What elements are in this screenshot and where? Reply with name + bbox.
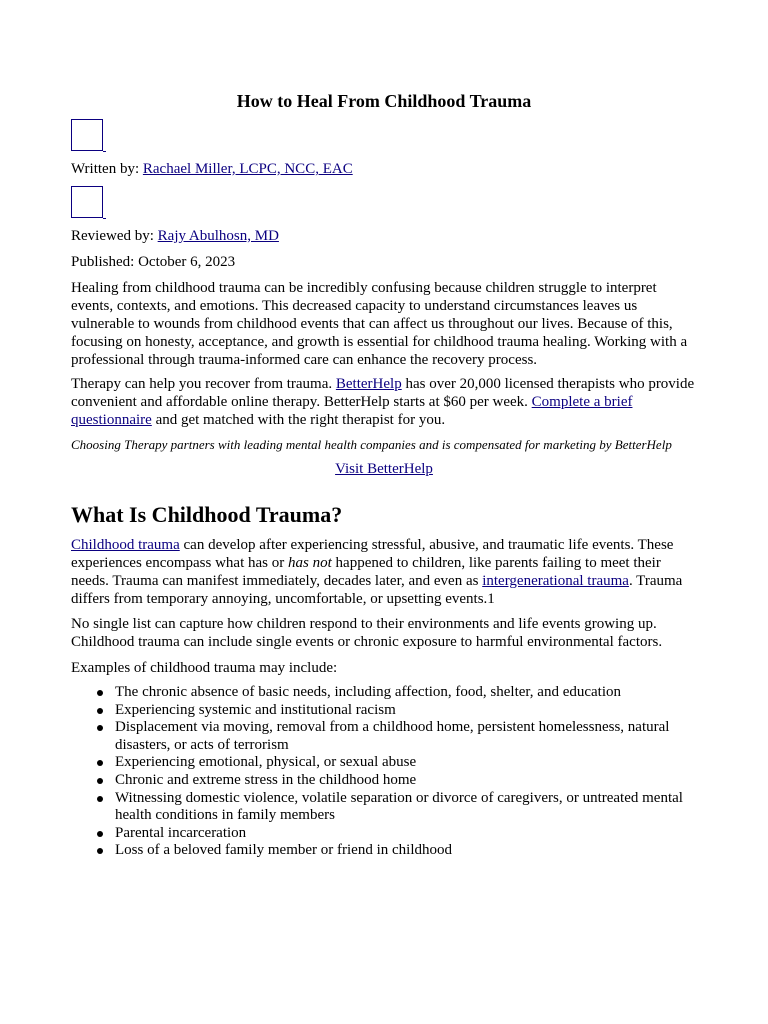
section-paragraph-3: Examples of childhood trauma may include:: [71, 660, 338, 676]
promo-text: and get matched with the right therapist for you.: [151, 412, 446, 428]
visit-betterhelp-link[interactable]: Visit BetterHelp: [335, 461, 433, 477]
paragraph-text: happened to children, like parents failing to meet their needs. Trauma can manifest immediately, decades later, and even as: [71, 555, 661, 589]
avatar-link-underline: [103, 218, 106, 219]
section-paragraph-2: No single list can capture how children respond to their environments and life events growing up. Childhood trauma can include single events or chronic exposure to harmful environmental factors.: [71, 616, 663, 650]
list-item: The chronic absence of basic needs, including affection, food, shelter, and education: [115, 684, 701, 702]
intergenerational-trauma-link[interactable]: intergenerational trauma: [482, 573, 629, 589]
avatar-link-underline: [103, 151, 106, 152]
author-line: [71, 160, 353, 178]
betterhelp-link[interactable]: BetterHelp: [335, 376, 402, 392]
author-link[interactable]: Rachael Miller, LCPC, NCC, EAC: [142, 161, 353, 177]
trauma-examples-list: [71, 684, 701, 860]
promo-paragraph: [71, 375, 701, 429]
promo-text: Therapy can help you recover from trauma.: [71, 376, 336, 392]
childhood-trauma-link[interactable]: Childhood trauma: [71, 537, 180, 553]
paragraph-text: . Trauma differs from temporary annoying, uncomfortable, or upsetting events.1: [71, 573, 683, 607]
reviewed-by-label: Reviewed by:: [71, 228, 154, 244]
page-title: How to Heal From Childhood Trauma: [236, 91, 532, 111]
section-paragraph-1: [71, 536, 701, 608]
list-item: Experiencing systemic and institutional racism: [115, 702, 701, 720]
written-by-label: Written by:: [71, 161, 140, 177]
author-avatar[interactable]: [71, 119, 103, 151]
section-heading: What Is Childhood Trauma?: [71, 502, 343, 527]
list-item: Experiencing emotional, physical, or sexual abuse: [115, 754, 701, 772]
promo-text: has over 20,000 licensed therapists who provide convenient and affordable online therapy. BetterHelp starts at $60 per week.: [71, 376, 695, 410]
reviewer-avatar[interactable]: [71, 186, 103, 218]
reviewer-link[interactable]: Rajy Abulhosn, MD: [157, 228, 279, 244]
emphasis-text: has not: [288, 555, 332, 571]
list-item: Chronic and extreme stress in the childhood home: [115, 772, 701, 790]
list-item: Witnessing domestic violence, volatile separation or divorce of caregivers, or untreated mental health conditions in family members: [115, 790, 701, 825]
paragraph-text: can develop after experiencing stressful, abusive, and traumatic life events. These experiences encompass what has or: [71, 537, 674, 571]
visit-betterhelp-wrapper: [0, 460, 768, 478]
list-item: Parental incarceration: [115, 825, 701, 843]
partner-disclaimer: Choosing Therapy partners with leading mental health companies and is compensated for marketing by BetterHelp: [71, 437, 672, 452]
questionnaire-link[interactable]: Complete a brief questionnaire: [71, 394, 633, 428]
reviewer-line: [71, 227, 279, 245]
intro-paragraph: Healing from childhood trauma can be incredibly confusing because children struggle to interpret events, contexts, and emotions. This decreased capacity to understand circumstances leaves us vulnerable to wounds from childhood events that can affect us throughout our lives. Because of this, focusing on honesty, acceptance, and growth is essential for childhood trauma healing. Working with a professional through trauma-informed care can enhance the recovery process.: [71, 280, 688, 368]
list-item: Loss of a beloved family member or friend in childhood: [115, 842, 701, 860]
published-date: Published: October 6, 2023: [71, 254, 236, 270]
list-item: Displacement via moving, removal from a childhood home, persistent homelessness, natural disasters, or acts of terrorism: [115, 719, 701, 754]
